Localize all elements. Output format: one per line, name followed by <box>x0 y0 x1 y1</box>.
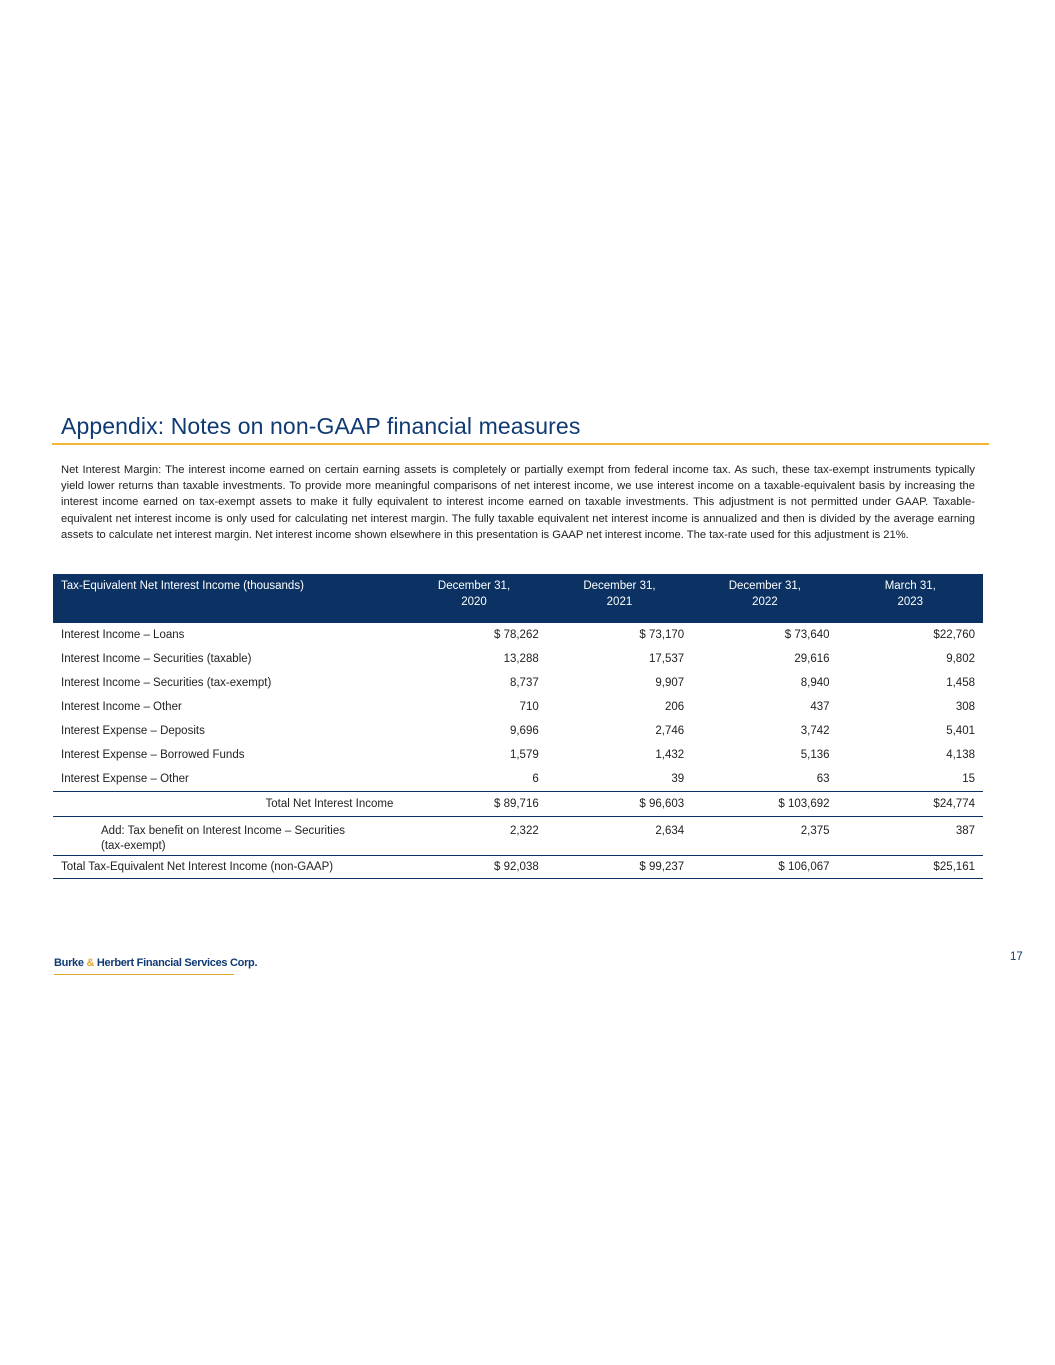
header-period: December 31, 2022 <box>692 574 837 623</box>
cell-value: 308 <box>955 701 975 713</box>
cell-value: $ 99,237 <box>547 856 692 879</box>
cell-value: $ 103,692 <box>692 792 837 817</box>
cell-value: 9,696 <box>509 725 539 737</box>
company-logo <box>54 957 258 975</box>
cell-value: $ 73,170 <box>639 629 685 641</box>
grand-total-row <box>53 856 983 879</box>
row-label: Interest Expense – Deposits <box>61 725 205 737</box>
table-row <box>53 743 983 767</box>
row-label: Interest Expense – Other <box>61 773 189 785</box>
cell-value: $25,161 <box>838 856 983 879</box>
cell-value: 710 <box>519 701 539 713</box>
row-label: Interest Income – Loans <box>61 629 185 641</box>
cell-value: 39 <box>671 773 685 785</box>
net-interest-income-table <box>53 574 983 879</box>
total-label: Total Net Interest Income <box>53 792 401 817</box>
header-label: Tax-Equivalent Net Interest Income (thousands) <box>53 574 401 623</box>
table-row <box>53 695 983 719</box>
cell-value: 4,138 <box>946 749 975 761</box>
logo-ampersand: & <box>86 957 95 969</box>
cell-value: 13,288 <box>503 653 539 665</box>
cell-value: $ 78,262 <box>493 629 539 641</box>
cell-value: 2,322 <box>509 825 539 837</box>
cell-value: 1,432 <box>655 749 685 761</box>
header-period: December 31, 2020 <box>401 574 546 623</box>
cell-value: 8,737 <box>509 677 539 689</box>
cell-value: 387 <box>955 825 975 837</box>
title-underline <box>52 443 989 445</box>
cell-value: 6 <box>532 773 539 785</box>
tax-benefit-row <box>53 817 983 856</box>
row-label: Interest Income – Other <box>61 701 182 713</box>
row-label: Interest Income – Securities (taxable) <box>61 653 252 665</box>
logo-text-burke: Burke <box>54 957 84 969</box>
cell-value: 15 <box>962 773 975 785</box>
table-row <box>53 767 983 792</box>
cell-value: $ 89,716 <box>401 792 546 817</box>
grand-total-label: Total Tax-Equivalent Net Interest Income (non-GAAP) <box>53 856 401 879</box>
cell-value: $22,760 <box>933 629 975 641</box>
header-period: March 31, 2023 <box>838 574 983 623</box>
cell-value: 3,742 <box>800 725 830 737</box>
header-period: December 31, 2021 <box>547 574 692 623</box>
cell-value: 2,634 <box>655 825 685 837</box>
cell-value: 17,537 <box>648 653 685 665</box>
cell-value: 2,746 <box>655 725 685 737</box>
page-title: Appendix: Notes on non-GAAP financial measures <box>61 413 581 439</box>
cell-value: $24,774 <box>838 792 983 817</box>
cell-value: $ 92,038 <box>401 856 546 879</box>
logo-underline <box>54 974 234 975</box>
cell-value: 8,940 <box>800 677 830 689</box>
page-number: 17 <box>1010 951 1023 963</box>
cell-value: 437 <box>810 701 830 713</box>
table-row <box>53 719 983 743</box>
row-label: Interest Income – Securities (tax-exempt) <box>61 677 272 689</box>
row-label: Interest Expense – Borrowed Funds <box>61 749 245 761</box>
cell-value: $ 106,067 <box>692 856 837 879</box>
cell-value: 9,907 <box>655 677 685 689</box>
cell-value: $ 73,640 <box>784 629 830 641</box>
table-row <box>53 647 983 671</box>
cell-value: $ 96,603 <box>547 792 692 817</box>
cell-value: 2,375 <box>800 825 830 837</box>
cell-value: 29,616 <box>794 653 830 665</box>
cell-value: 63 <box>816 773 830 785</box>
intro-paragraph: Net Interest Margin: The interest income earned on certain earning assets is completely or partially exempt from federal income tax. As such, these tax-exempt instruments typically yield lower returns than taxable investments. To provide more meaningful comparisons of net interest income, we use interest income on a taxable-equivalent basis by increasing the interest income earned on tax-exempt assets to make it fully equivalent to interest income earned on taxable investments. This adjustment is not permitted under GAAP. Taxable-equivalent net interest income is only used for calculating net interest margin. The fully taxable equivalent net interest income is annualized and then is divided by the average earning assets to calculate net interest margin. Net interest income shown elsewhere in this presentation is GAAP net interest income. The tax-rate used for this adjustment is 21%. <box>61 464 975 541</box>
cell-value: 5,136 <box>800 749 830 761</box>
cell-value: 5,401 <box>946 725 975 737</box>
tax-benefit-label: Add: Tax benefit on Interest Income – Securities (tax-exempt) <box>101 825 345 852</box>
cell-value: 1,458 <box>946 677 975 689</box>
table-row <box>53 671 983 695</box>
total-row <box>53 792 983 817</box>
logo-text-herbert: Herbert Financial Services Corp. <box>96 957 258 969</box>
table-row <box>53 623 983 647</box>
cell-value: 1,579 <box>509 749 539 761</box>
table-header-row <box>53 574 983 623</box>
cell-value: 9,802 <box>946 653 975 665</box>
cell-value: 206 <box>664 701 685 713</box>
